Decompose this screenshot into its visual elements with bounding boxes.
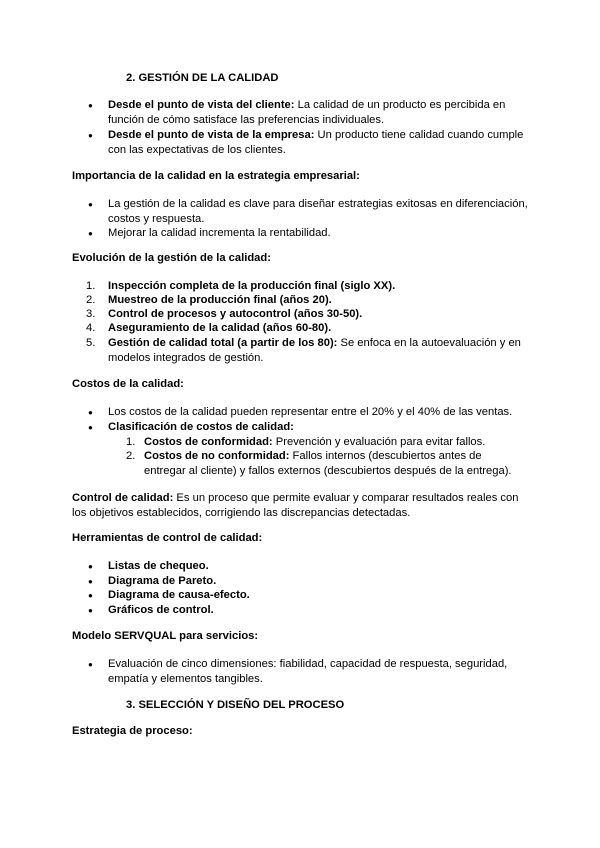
list-item: 3. Control de procesos y autocontrol (años 30-50).: [86, 308, 363, 320]
section-title-gestion-calidad: 2. GESTIÓN DE LA CALIDAD: [126, 72, 279, 84]
heading-estrategia-proceso: Estrategia de proceso:: [72, 725, 193, 737]
list-item: ● Listas de chequeo.: [108, 559, 528, 574]
heading-importancia: Importancia de la calidad en la estrategia empresarial:: [72, 170, 360, 182]
list-item: 5. Gestión de calidad total (a partir de los 80): Se enfoca en la autoevaluación y en modelos integrados de gestión.: [86, 337, 521, 364]
list-item: ● Diagrama de causa-efecto.: [108, 588, 528, 603]
list-item: ● Desde el punto de vista de la empresa: Un producto tiene calidad cuando cumple con las expectativas de los clientes.: [108, 128, 528, 158]
sub-list-item: 2. Costos de no conformidad: Fallos internos (descubiertos antes de entregar al cliente) y fallos externos (descubiertos después de la entrega).: [126, 450, 512, 477]
list-item: ● Los costos de la calidad pueden representar entre el 20% y el 40% de las ventas.: [108, 405, 528, 420]
list-item: 2. Muestreo de la producción final (años 20).: [86, 294, 332, 306]
paragraph-control-calidad: Control de calidad: Es un proceso que permite evaluar y comparar resultados reales con los objetivos establecidos, corrigiendo las discrepancias detectadas.: [72, 492, 519, 519]
heading-costos: Costos de la calidad:: [72, 378, 184, 390]
list-item: ● La gestión de la calidad es clave para diseñar estrategias exitosas en diferenciación, costos y respuesta.: [108, 197, 528, 227]
list-item: ● Diagrama de Pareto.: [108, 574, 528, 589]
list-item: 4. Aseguramiento de la calidad (años 60-80).: [86, 322, 332, 334]
list-item: ● Gráficos de control.: [108, 603, 528, 618]
list-item: 1. Inspección completa de la producción final (siglo XX).: [86, 280, 396, 292]
heading-herramientas: Herramientas de control de calidad:: [72, 532, 263, 544]
list-item: ● Evaluación de cinco dimensiones: fiabilidad, capacidad de respuesta, seguridad, empatía y elementos tangibles.: [108, 657, 528, 687]
heading-evolucion: Evolución de la gestión de la calidad:: [72, 252, 271, 264]
list-item: ● Desde el punto de vista del cliente: La calidad de un producto es percibida en función de cómo satisface las preferencias individuales.: [108, 98, 528, 128]
section-title-seleccion-diseno: 3. SELECCIÓN Y DISEÑO DEL PROCESO: [126, 699, 345, 711]
list-item: ● Mejorar la calidad incrementa la rentabilidad.: [108, 226, 528, 241]
heading-servqual: Modelo SERVQUAL para servicios:: [72, 630, 259, 642]
sub-list-item: 1. Costos de conformidad: Prevención y evaluación para evitar fallos.: [126, 436, 486, 448]
list-item: ● Clasificación de costos de calidad:: [108, 420, 528, 435]
